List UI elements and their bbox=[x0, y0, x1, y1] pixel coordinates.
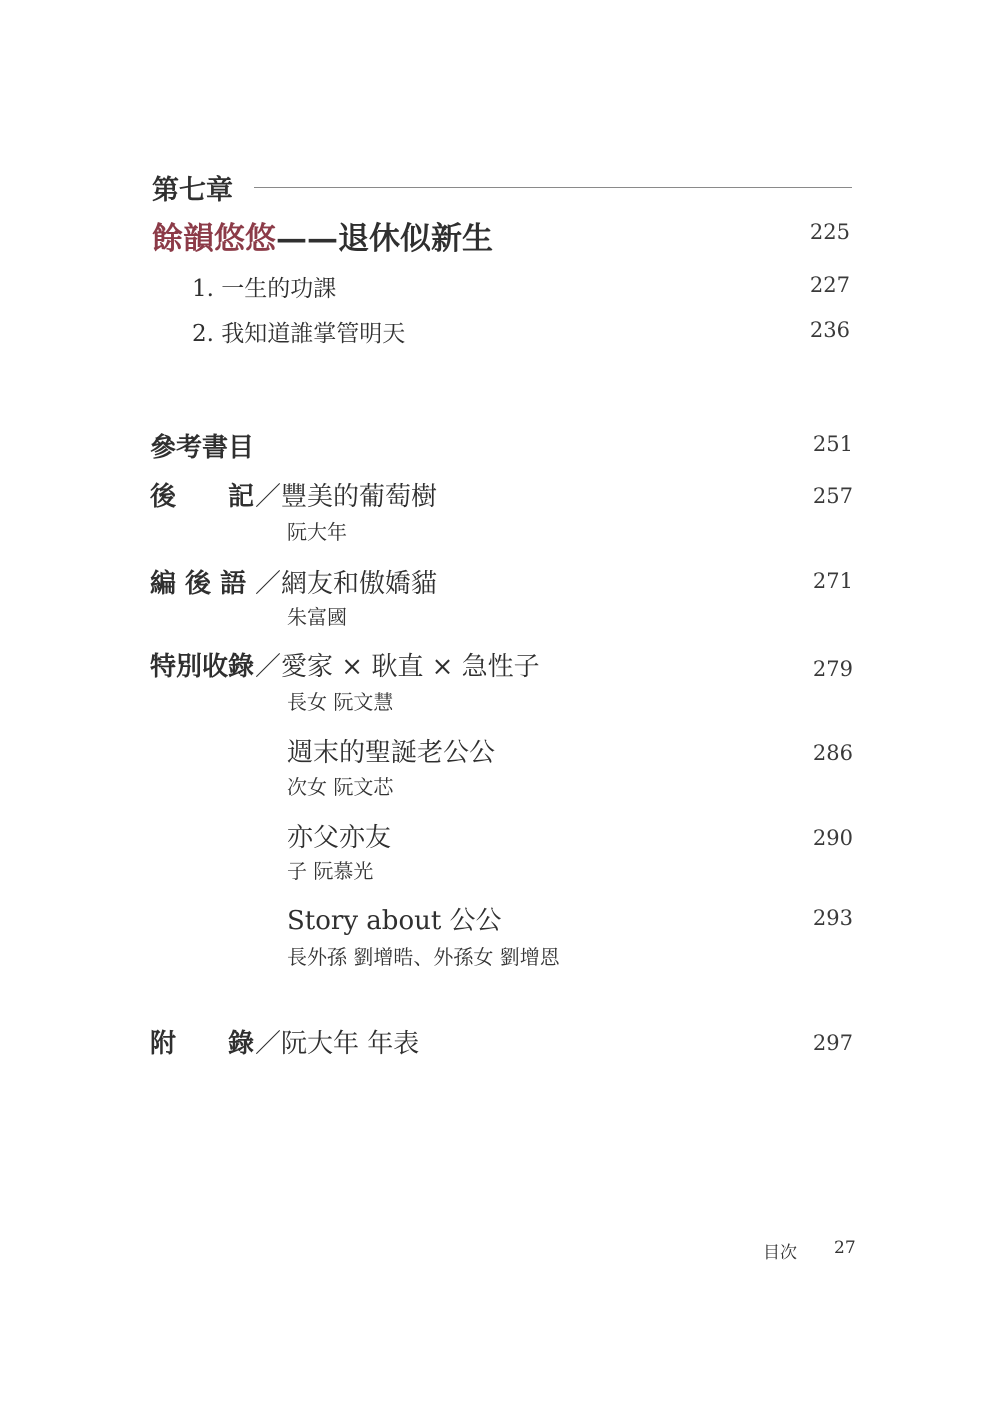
chapter-label: 第七章 bbox=[152, 175, 233, 206]
special-item-1-author: 長女 阮文慧 bbox=[287, 690, 394, 714]
special-item-4-author: 長外孫 劉增晧、外孫女 劉增恩 bbox=[287, 945, 560, 969]
special-item-3-page: 290 bbox=[812, 826, 853, 850]
footer-section-label: 目次 bbox=[763, 1243, 797, 1263]
appendix-title: ／阮大年 年表 bbox=[255, 1029, 420, 1059]
special-label: 特別收錄 bbox=[150, 652, 255, 682]
editor-note-author: 朱富國 bbox=[287, 605, 347, 629]
footer-page-number: 27 bbox=[834, 1238, 856, 1258]
appendix-label: 附 錄 bbox=[150, 1029, 255, 1059]
editor-note-label: 編 後 語 bbox=[150, 569, 247, 599]
editor-note-title: ／網友和傲嬌貓 bbox=[255, 569, 438, 599]
special-item-2-title: 週末的聖誕老公公 bbox=[287, 738, 496, 768]
chapter-title bbox=[152, 213, 493, 258]
afterword-title: ／豐美的葡萄樹 bbox=[255, 482, 438, 512]
appendix-page: 297 bbox=[812, 1031, 853, 1055]
special-item-1-title: ／愛家 × 耿直 × 急性子 bbox=[255, 652, 540, 682]
section-1-page: 227 bbox=[809, 273, 850, 297]
special-item-2-author: 次女 阮文芯 bbox=[287, 775, 394, 799]
special-item-3-author: 子 阮慕光 bbox=[287, 859, 374, 883]
special-item-2-page: 286 bbox=[812, 741, 853, 765]
section-2-label: 2. 我知道誰掌管明天 bbox=[192, 321, 406, 347]
bibliography-page: 251 bbox=[812, 432, 853, 456]
afterword-page: 257 bbox=[812, 484, 853, 508]
special-item-1-page: 279 bbox=[812, 657, 853, 681]
chapter-title-rest: ——退休似新生 bbox=[276, 221, 493, 257]
special-item-4-page: 293 bbox=[812, 906, 853, 930]
bibliography-label: 參考書目 bbox=[150, 433, 255, 463]
chapter-divider bbox=[254, 187, 852, 188]
section-1-label: 1. 一生的功課 bbox=[192, 276, 337, 302]
special-item-4-title: Story about 公公 bbox=[287, 906, 502, 936]
editor-note-page: 271 bbox=[812, 569, 853, 593]
section-2-page: 236 bbox=[809, 318, 850, 342]
afterword-author: 阮大年 bbox=[287, 520, 347, 544]
special-item-3-title: 亦父亦友 bbox=[287, 823, 392, 853]
chapter-title-accent: 餘韻悠悠 bbox=[152, 221, 276, 257]
chapter-page: 225 bbox=[809, 220, 850, 244]
afterword-label: 後 記 bbox=[150, 482, 255, 512]
